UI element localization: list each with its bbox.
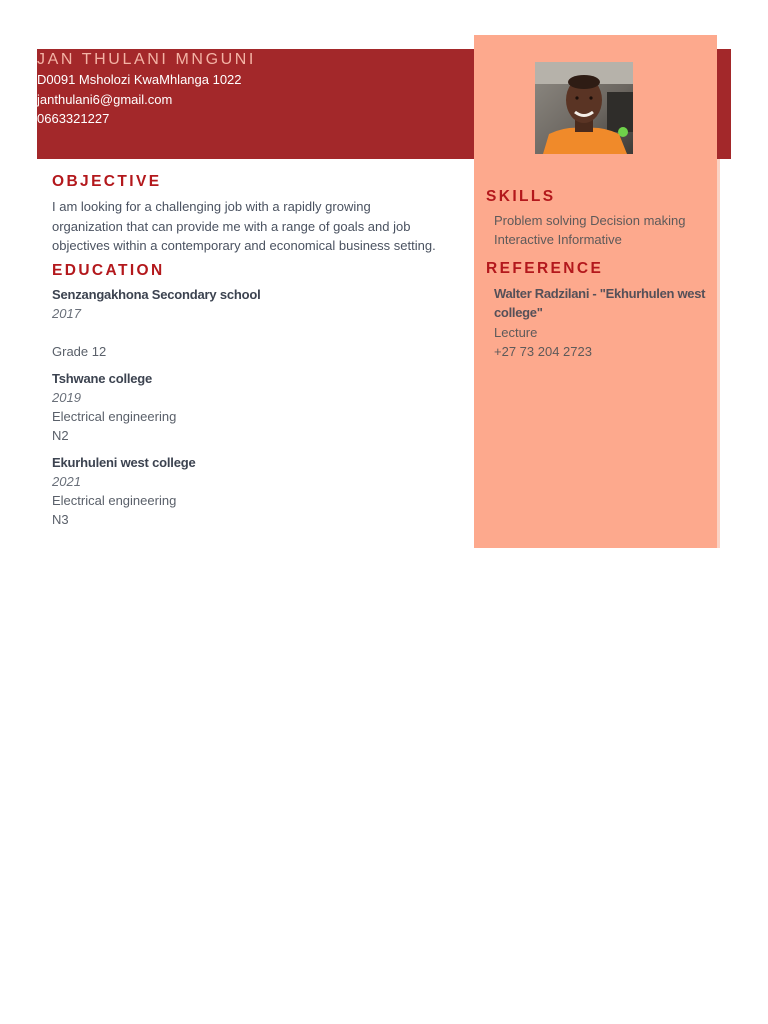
skills-line: Problem solving Decision making (494, 213, 686, 228)
address-text: D0091 Msholozi KwaMhlanga 1022 (37, 72, 242, 87)
email-text: janthulani6@gmail.com (37, 91, 173, 107)
objective-line: I am looking for a challenging job with a rapidly growing (52, 199, 371, 214)
reference-name: Walter Radzilani - "Ekhurhulen west (494, 286, 706, 301)
education-school: Tshwane college (52, 371, 153, 386)
education-heading: EDUCATION (52, 262, 165, 279)
education-year: 2021 (52, 474, 81, 489)
education-level: Grade 12 (52, 344, 107, 359)
education-school: Senzangakhona Secondary school (52, 287, 261, 302)
education-year: 2019 (52, 390, 81, 405)
education-school: Ekurhuleni west college (52, 455, 196, 470)
education-year: 2017 (52, 306, 81, 321)
skills-line: Interactive Informative (494, 232, 622, 247)
education-field: Electrical engineering (52, 493, 177, 508)
objective-heading: OBJECTIVE (52, 173, 162, 190)
education-level: N3 (52, 512, 69, 527)
sidebar-shadow (717, 159, 720, 548)
reference-heading: REFERENCE (486, 260, 604, 277)
reference-phone: +27 73 204 2723 (494, 344, 592, 359)
objective-line: objectives within a contemporary and economical business setting. (52, 238, 436, 253)
profile-photo (535, 62, 633, 154)
objective-line: organization that can provide me with a range of goals and job (52, 218, 411, 234)
reference-name-continued: college" (494, 305, 543, 320)
header-contact-block (37, 50, 467, 129)
candidate-name: JAN THULANI MNGUNI (37, 51, 256, 68)
education-field: Electrical engineering (52, 409, 177, 424)
objective-text (52, 197, 472, 256)
phone-text: 0663321227 (37, 111, 110, 126)
reference-role: Lecture (494, 325, 538, 340)
skills-heading: SKILLS (486, 188, 556, 205)
education-level: N2 (52, 428, 69, 443)
